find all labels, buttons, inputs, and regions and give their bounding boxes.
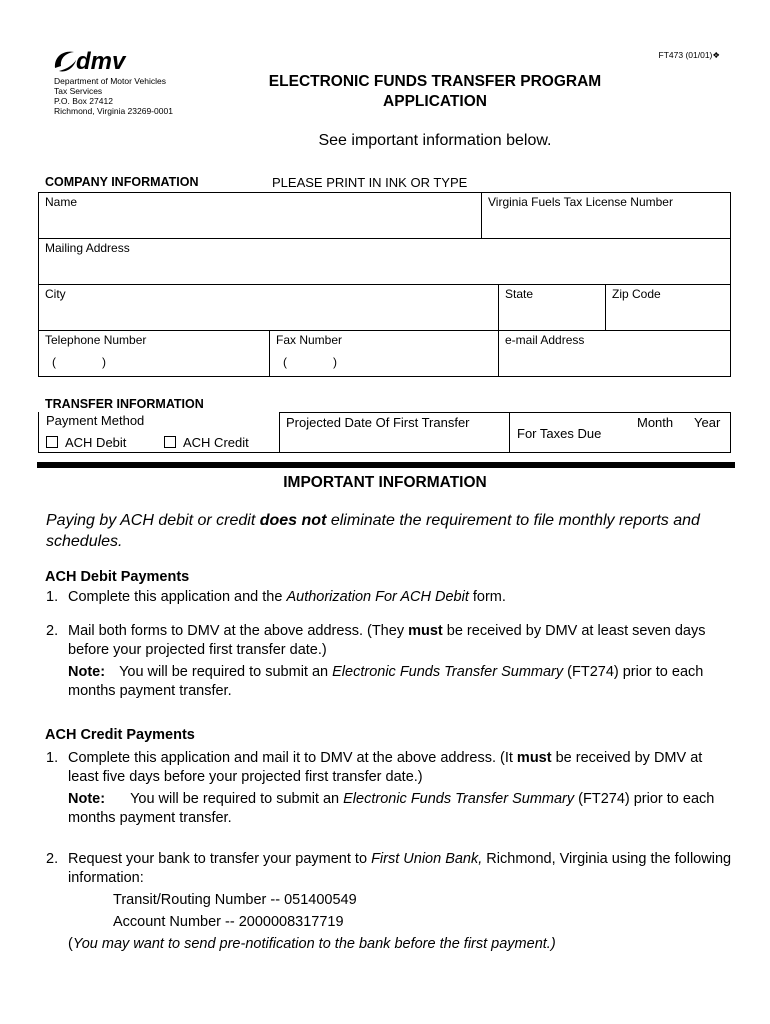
city-row	[39, 285, 730, 331]
ach-debit-checkbox[interactable]	[46, 436, 58, 448]
lead-emphasis: does not	[259, 512, 327, 529]
name-field[interactable]	[39, 193, 482, 238]
contact-row	[39, 331, 730, 377]
item-text-bold: must	[408, 623, 443, 639]
transfer-info-heading: TRANSFER INFORMATION	[45, 397, 204, 411]
license-label: Virginia Fuels Tax License Number	[488, 195, 673, 209]
license-number-field[interactable]	[482, 193, 730, 238]
name-row	[39, 193, 730, 239]
agency-line: Richmond, Virginia 23269-0001	[54, 106, 173, 116]
email-field[interactable]	[499, 331, 730, 377]
ach-credit-heading: ACH Credit Payments	[45, 727, 195, 743]
item-text-italic: Authorization For ACH Debit	[286, 589, 469, 605]
credit-item-1	[46, 749, 736, 828]
lead-text: Paying by ACH debit or credit	[46, 512, 260, 529]
item-text-italic: First Union Bank,	[371, 851, 483, 867]
ach-credit-option[interactable]	[164, 435, 249, 450]
dmv-logo	[52, 48, 138, 74]
fax-area-code-close: )	[333, 355, 337, 369]
taxes-due-label: For Taxes Due	[517, 426, 602, 441]
item-text: form.	[468, 589, 506, 605]
zip-code-field[interactable]	[606, 285, 730, 330]
logo-text: dmv	[76, 48, 126, 74]
year-label: Year	[694, 415, 721, 430]
ach-debit-label: ACH Debit	[65, 435, 127, 450]
ach-credit-label: ACH Credit	[183, 435, 249, 450]
name-label: Name	[45, 195, 78, 209]
note-text-italic: Electronic Funds Transfer Summary	[332, 664, 564, 680]
item-text: be received by DMV at least five days before your projected first transfer date.)	[68, 750, 703, 785]
important-info-heading: IMPORTANT INFORMATION	[283, 474, 487, 491]
form-title	[200, 72, 670, 112]
note-text: You will be required to submit an	[130, 791, 344, 807]
ach-debit-heading: ACH Debit Payments	[45, 569, 190, 585]
state-field[interactable]	[499, 285, 606, 330]
item-text: Request your bank to transfer your payment to	[68, 851, 372, 867]
account-number: Account Number -- 2000008317719	[113, 914, 344, 930]
prenotification-note	[46, 935, 736, 954]
section-divider	[37, 462, 735, 468]
credit-item-2	[46, 850, 736, 954]
area-code-close: )	[102, 355, 106, 369]
company-info-heading: COMPANY INFORMATION	[45, 175, 199, 189]
title-line-2: APPLICATION	[383, 93, 487, 110]
item-text: be received by DMV at least seven days before your projected first transfer date.)	[68, 623, 706, 658]
note-text: You will be required to submit an	[119, 664, 333, 680]
title-line-1: ELECTRONIC FUNDS TRANSFER PROGRAM	[268, 73, 602, 90]
fax-field[interactable]	[270, 331, 499, 377]
transfer-info-grid	[38, 412, 731, 453]
agency-line: P.O. Box 27412	[54, 96, 113, 106]
ach-credit-checkbox[interactable]	[164, 436, 176, 448]
routing-number: Transit/Routing Number -- 051400549	[113, 892, 357, 908]
telephone-label: Telephone Number	[45, 333, 147, 347]
item-text: Richmond, Virginia using the following information:	[68, 851, 732, 886]
fax-area-code-open: (	[283, 355, 287, 369]
prenote-paren: (	[68, 936, 73, 952]
city-label: City	[45, 287, 66, 301]
note-text-italic: Electronic Funds Transfer Summary	[343, 791, 575, 807]
agency-line: Department of Motor Vehicles	[54, 76, 166, 86]
projected-date-label: Projected Date Of First Transfer	[286, 415, 470, 430]
state-label: State	[505, 287, 534, 301]
mailing-address-field[interactable]	[39, 239, 730, 284]
print-in-ink-note: PLEASE PRINT IN INK OR TYPE	[272, 175, 468, 190]
month-label: Month	[637, 415, 674, 430]
note-text: (FT274) prior to each months payment transfer.	[68, 664, 704, 699]
lead-text: eliminate the requirement to file monthly reports and schedules.	[46, 512, 700, 550]
item-text: Mail both forms to DMV at the above address. (They	[68, 623, 409, 639]
zip-label: Zip Code	[612, 287, 661, 301]
divider	[509, 412, 510, 453]
company-info-grid	[38, 192, 731, 377]
item-number: 2.	[46, 851, 59, 867]
area-code-open: (	[52, 355, 56, 369]
item-text: Complete this application and mail it to DMV at the above address. (It	[68, 750, 517, 766]
mailing-row	[39, 239, 730, 285]
agency-address	[54, 76, 214, 116]
telephone-field[interactable]	[39, 331, 270, 377]
important-lead	[46, 510, 726, 552]
mailing-label: Mailing Address	[45, 241, 130, 255]
form-number: FT473 (01/01)❖	[658, 50, 720, 60]
note-label: Note:	[68, 664, 106, 680]
divider	[279, 412, 280, 453]
item-number: 1.	[46, 589, 59, 605]
debit-item-1	[46, 588, 736, 607]
note-label: Note:	[68, 791, 106, 807]
item-text: Complete this application and the	[68, 589, 287, 605]
city-field[interactable]	[39, 285, 499, 330]
item-number: 1.	[46, 750, 59, 766]
ach-debit-option[interactable]	[46, 435, 126, 450]
agency-line: Tax Services	[54, 86, 103, 96]
prenote-text: You may want to send pre-notification to the bank before the first payment.)	[72, 936, 556, 952]
see-below-note: See important information below.	[318, 132, 552, 149]
fax-label: Fax Number	[276, 333, 343, 347]
dmv-swoosh-icon	[52, 48, 138, 74]
note-text: (FT274) prior to each months payment transfer.	[68, 791, 715, 826]
debit-item-2	[46, 622, 736, 701]
payment-method-label: Payment Method	[46, 413, 145, 428]
email-label: e-mail Address	[505, 333, 585, 347]
item-text-bold: must	[516, 750, 552, 766]
divider	[279, 412, 730, 413]
item-number: 2.	[46, 623, 59, 639]
